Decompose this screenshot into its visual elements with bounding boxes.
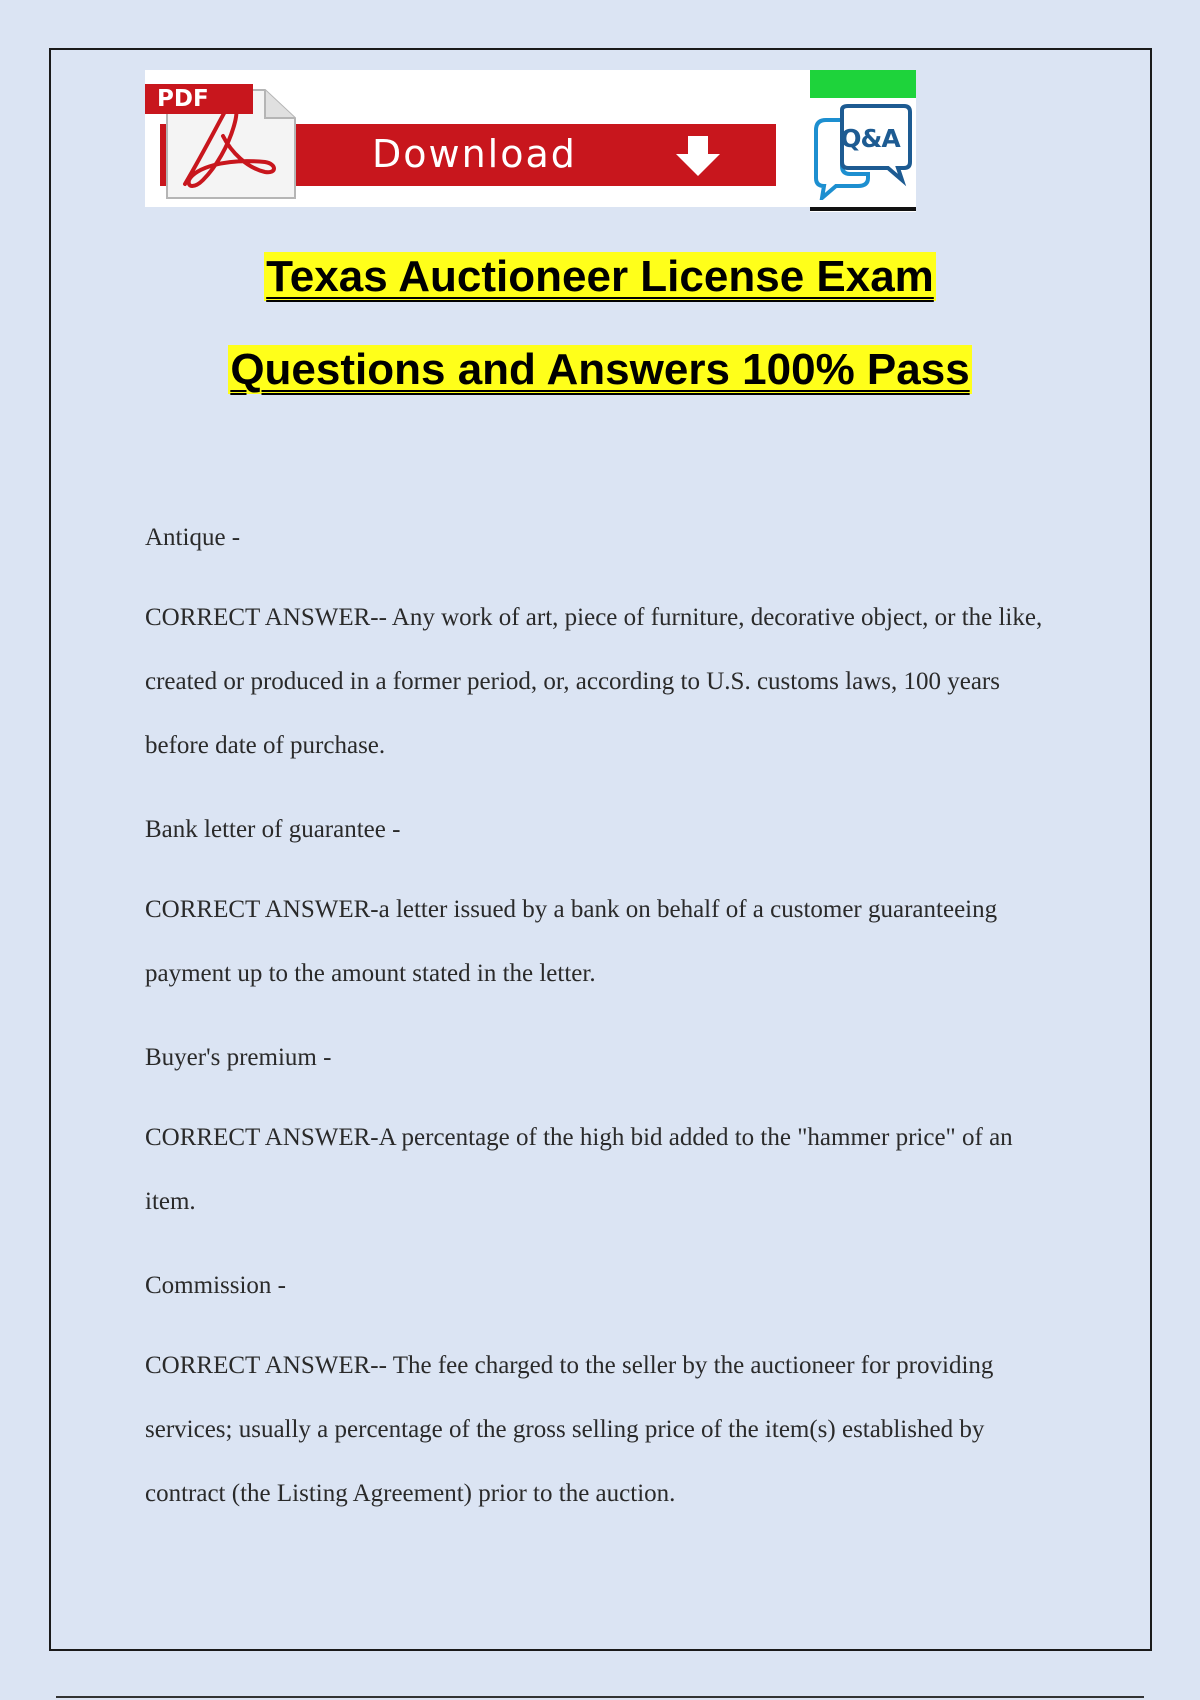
term-antique: Antique - — [145, 524, 241, 551]
download-label[interactable]: Download — [372, 132, 577, 176]
qa-content — [145, 520, 1065, 1560]
term-bank-letter-of-guarantee: Bank letter of guarantee - — [145, 816, 401, 843]
qa-black-strip — [810, 207, 916, 211]
answer-buyers-premium: CORRECT ANSWER-A percentage of the high bid added to the "hammer price" of an item. — [145, 1124, 1013, 1215]
document-title-line-2: Questions and Answers 100% Pass — [230, 345, 970, 394]
term-buyers-premium: Buyer's premium - — [145, 1044, 332, 1071]
answer-commission: CORRECT ANSWER-- The fee charged to the seller by the auctioneer for providing services; usually a percentage of the gross selling price of the item(s) established by contract (the Listing Agreement) prior to the auction. — [145, 1352, 994, 1507]
term-commission: Commission - — [145, 1272, 286, 1299]
answer-antique: CORRECT ANSWER-- Any work of art, piece of furniture, decorative object, or the like, created or produced in a former period, or, according to U.S. customs laws, 100 years before date of purchase. — [145, 604, 1043, 759]
document-title-line-1: Texas Auctioneer License Exam — [266, 252, 934, 301]
answer-bank-letter-of-guarantee: CORRECT ANSWER-a letter issued by a bank on behalf of a customer guaranteeing payment up to the amount stated in the letter. — [145, 896, 998, 987]
qa-label: Q&A — [840, 124, 900, 153]
page-bottom-rule — [56, 1696, 1144, 1698]
pdf-tab-label: PDF — [145, 84, 253, 114]
download-arrow-icon[interactable] — [672, 134, 724, 178]
qa-green-strip — [810, 70, 916, 98]
